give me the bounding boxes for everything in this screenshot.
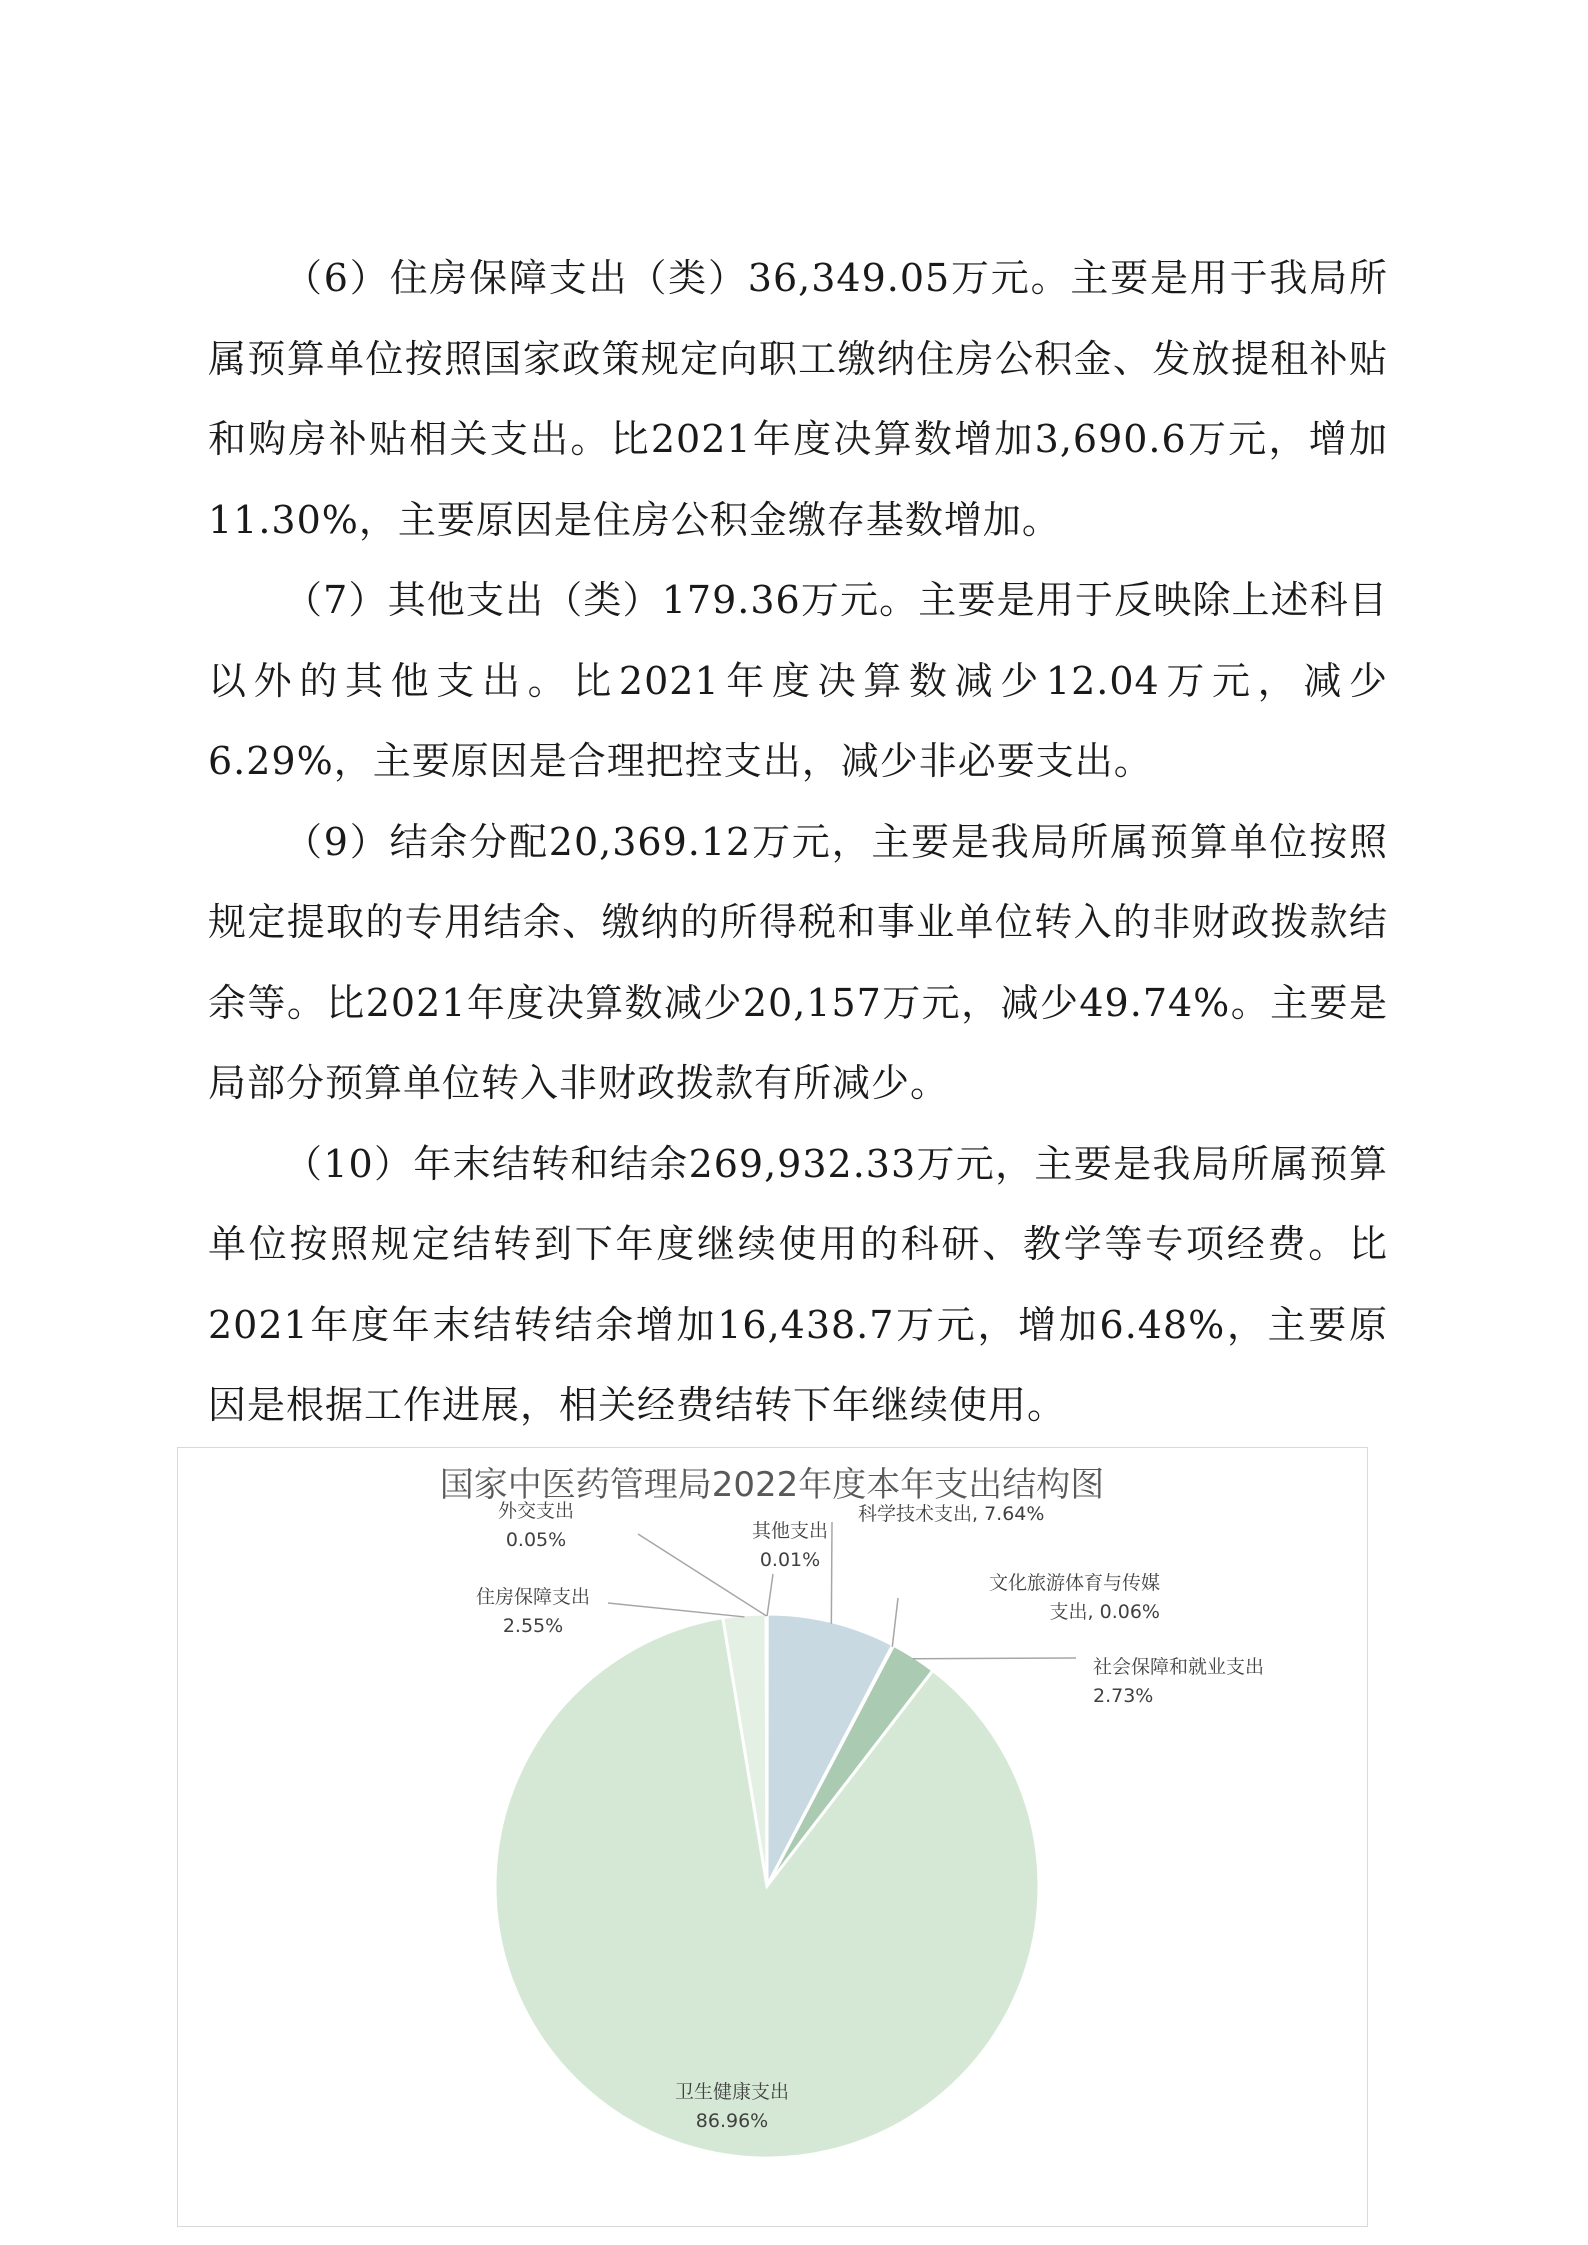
leader-line [638, 1534, 767, 1616]
pie-chart [177, 1447, 1368, 2227]
data-label: 外交支出 [497, 1500, 575, 1522]
data-label: 2.55% [502, 1615, 564, 1637]
chart-title: 国家中医药管理局2022年度本年支出结构图 [439, 1465, 1105, 1505]
pie-chart-svg [178, 1448, 1366, 2225]
leader-line [831, 1522, 832, 1624]
body-text [208, 238, 1388, 1446]
pie-slice [766, 1614, 767, 1886]
data-label: 2.73% [1093, 1685, 1154, 1707]
leader-line [608, 1603, 745, 1617]
leader-line [767, 1574, 773, 1616]
paragraph-other: （7）其他支出（类）179.36万元。主要是用于反映除上述科目以外的其他支出。比2021年度决算数减少12.04万元，减少6.29%，主要原因是合理把控支出，减少非必要支出。 [208, 578, 1388, 783]
leader-line [913, 1658, 1076, 1659]
data-label: 86.96% [695, 2110, 769, 2132]
data-label: 支出, 0.06% [1049, 1601, 1160, 1623]
paragraph-surplus: （9）结余分配20,369.12万元，主要是我局所属预算单位按照规定提取的专用结余、缴纳的所得税和事业单位转入的非财政拨款结余等。比2021年度决算数减少20,157万元，减少49.74%。主要是局部分预算单位转入非财政拨款有所减少。 [208, 819, 1388, 1105]
data-label: 住房保障支出 [475, 1586, 591, 1608]
data-label: 文化旅游体育与传媒 [988, 1572, 1160, 1594]
data-label: 其他支出 [751, 1520, 829, 1542]
paragraph-carryover: （10）年末结转和结余269,932.33万元，主要是我局所属预算单位按照规定结转到下年度继续使用的科研、教学等专项经费。比2021年度年末结转结余增加16,438.7万元，增加6.48%，主要原因是根据工作进展，相关经费结转下年继续使用。 [208, 1141, 1388, 1427]
paragraph-housing: （6）住房保障支出（类）36,349.05万元。主要是用于我局所属预算单位按照国家政策规定向职工缴纳住房公积金、发放提租补贴和购房补贴相关支出。比2021年度决算数增加3,690.6万元，增加11.30%，主要原因是住房公积金缴存基数增加。 [208, 256, 1388, 542]
data-label: 社会保障和就业支出 [1093, 1656, 1265, 1678]
data-label: 0.01% [759, 1549, 821, 1571]
leader-line [892, 1598, 898, 1647]
data-label: 0.05% [505, 1529, 567, 1551]
data-label: 卫生健康支出 [674, 2081, 790, 2103]
data-label: 科学技术支出, 7.64% [858, 1503, 1045, 1525]
